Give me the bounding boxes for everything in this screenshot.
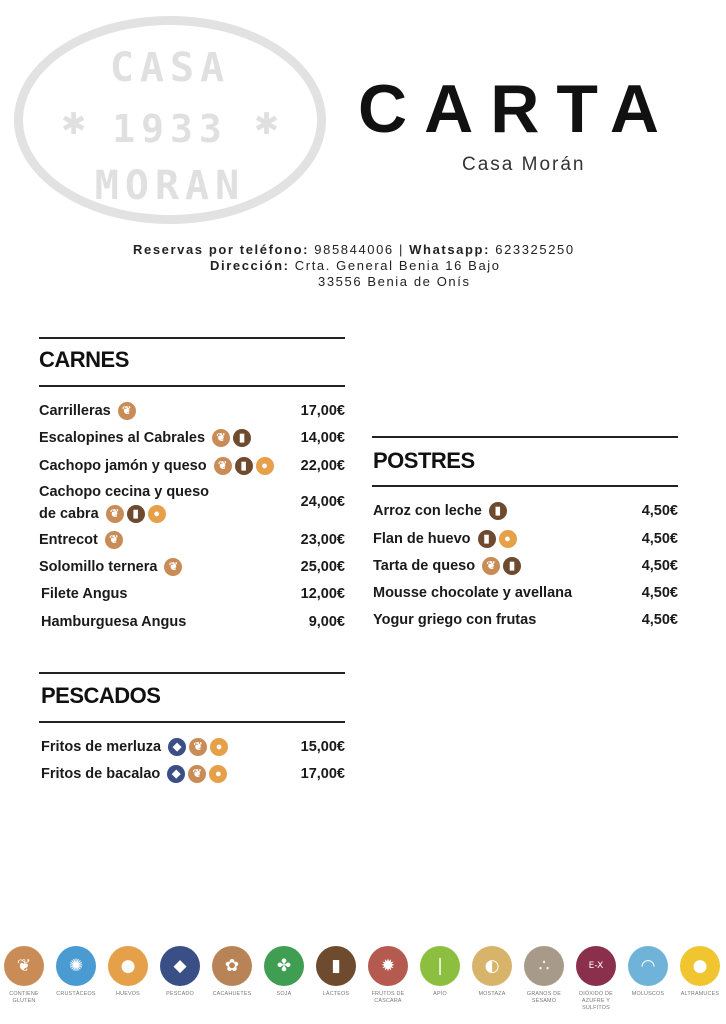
shell-icon: ◠ (628, 946, 668, 986)
postres-heading: POSTRES (373, 448, 475, 473)
pescados-bottom-divider (39, 721, 345, 723)
menu-item-hamburguesa: Hamburguesa Angus (41, 614, 187, 630)
lupin-icon: ● (680, 946, 720, 986)
menu-item-arroz-con-leche (373, 502, 507, 520)
menu-item-price: 4,50€ (641, 531, 678, 547)
menu-item-price: 24,00€ (300, 494, 345, 510)
carnes-top-divider (39, 337, 345, 339)
allergen-legend-item (362, 946, 414, 1005)
menu-item-entrecot (39, 531, 123, 549)
huevos-icon: ● (256, 457, 274, 475)
allergen-label: PESCADO (166, 991, 194, 997)
menu-item-name: Fritos de merluza (41, 739, 162, 755)
allergen-label: MOLUSCOS (631, 991, 665, 997)
allergen-legend-item (570, 946, 622, 1011)
menu-item-fritos-bacalao (41, 765, 227, 783)
gluten-icon: ❦ (188, 765, 206, 783)
direccion-line2: 33556 Benia de Onís (318, 274, 471, 289)
logo-line-casa: CASA (109, 45, 231, 91)
page-subtitle: Casa Morán (462, 154, 586, 175)
gluten-icon: ❦ (164, 558, 182, 576)
allergen-label: APIO (433, 991, 447, 997)
logo-star-left-icon: ✱ (61, 107, 87, 142)
menu-item-carrilleras (39, 402, 136, 420)
menu-item-name: Fritos de bacalao (41, 766, 161, 782)
menu-item-cachopo-cecina (39, 505, 166, 523)
allergen-legend-item (310, 946, 362, 998)
allergen-legend-item (50, 946, 102, 998)
allergen-legend-item (102, 946, 154, 998)
lacteos-icon: ▮ (127, 505, 145, 523)
direccion-label: Dirección: (210, 258, 290, 273)
menu-item-name: Solomillo ternera (39, 559, 158, 575)
menu-item-price: 15,00€ (300, 739, 345, 755)
page-title: CARTA (358, 71, 676, 147)
celery-icon: ❘ (420, 946, 460, 986)
menu-item-name: Tarta de queso (373, 558, 476, 574)
menu-item-cachopo-jamon (39, 457, 274, 475)
menu-item-price: 4,50€ (641, 503, 678, 519)
gluten-icon: ❦ (106, 505, 124, 523)
allergen-label: SOJA (276, 991, 292, 997)
soy-icon: ✤ (264, 946, 304, 986)
casa-moran-logo (14, 16, 326, 224)
menu-item-price: 4,50€ (641, 585, 678, 601)
sulphite-icon: E-X (576, 946, 616, 986)
gluten-icon: ❦ (189, 738, 207, 756)
menu-item-price: 25,00€ (300, 559, 345, 575)
allergen-label: HUEVOS (116, 991, 140, 997)
allergen-legend-item (258, 946, 310, 998)
allergen-label: FRUTOS DE CÁSCARA (371, 991, 405, 1004)
menu-item-mousse: Mousse chocolate y avellana (373, 585, 573, 601)
postres-top-divider (372, 436, 678, 438)
carnes-heading: CARNES (39, 347, 129, 372)
lacteos-icon: ▮ (478, 530, 496, 548)
huevos-icon: ● (499, 530, 517, 548)
allergen-label: MOSTAZA (478, 991, 506, 997)
allergen-label: CONTIENE GLUTEN (9, 991, 39, 1004)
crab-icon: ✺ (56, 946, 96, 986)
allergen-legend-item (674, 946, 726, 998)
whatsapp-label: Whatsapp: (409, 242, 491, 257)
menu-item-price: 12,00€ (300, 586, 345, 602)
pescado-icon: ◆ (168, 738, 186, 756)
menu-item-tarta-de-queso (373, 557, 521, 575)
allergen-label: GRANOS DE SÉSAMO (526, 991, 562, 1004)
menu-item-fritos-merluza (41, 738, 228, 756)
logo-line-moran: MORAN (94, 163, 246, 209)
menu-item-name: Arroz con leche (373, 503, 482, 519)
reservas-phone[interactable]: 985844006 | (314, 242, 410, 257)
menu-item-name: Entrecot (39, 532, 98, 548)
allergen-legend-item (206, 946, 258, 998)
allergen-label: DIÓXIDO DE AZUFRE Y SULFITOS (579, 991, 613, 1011)
allergen-legend-item (414, 946, 466, 998)
peanut-icon: ✿ (212, 946, 252, 986)
huevos-icon: ● (210, 738, 228, 756)
huevos-icon: ● (209, 765, 227, 783)
pescados-heading: PESCADOS (41, 683, 161, 708)
sesame-icon: ∴ (524, 946, 564, 986)
lacteos-icon: ▮ (233, 429, 251, 447)
menu-item-price: 14,00€ (300, 430, 345, 446)
menu-item-price: 23,00€ (300, 532, 345, 548)
gluten-icon: ❦ (482, 557, 500, 575)
gluten-icon: ❦ (214, 457, 232, 475)
menu-item-name: Cachopo jamón y queso (39, 458, 207, 474)
milk-icon: ▮ (316, 946, 356, 986)
menu-item-price: 17,00€ (300, 403, 345, 419)
lacteos-icon: ▮ (235, 457, 253, 475)
menu-item-cachopo-cecina-line1: Cachopo cecina y queso (39, 484, 210, 500)
lacteos-icon: ▮ (489, 502, 507, 520)
mustard-icon: ◐ (472, 946, 512, 986)
carnes-bottom-divider (39, 385, 345, 387)
gluten-icon: ❦ (118, 402, 136, 420)
menu-item-filete-angus: Filete Angus (41, 586, 128, 602)
allergen-legend-item (154, 946, 206, 998)
pescado-icon: ◆ (167, 765, 185, 783)
allergen-label: CACAHUETES (212, 991, 252, 997)
pescados-top-divider (39, 672, 345, 674)
postres-bottom-divider (372, 485, 678, 487)
menu-item-name-line2: de cabra (39, 506, 99, 522)
allergen-legend-item (0, 946, 50, 1005)
contact-line-direccion (210, 258, 501, 273)
allergen-label: CRUSTÁCEOS (56, 991, 96, 997)
menu-item-price: 9,00€ (308, 614, 345, 630)
gluten-icon: ❦ (212, 429, 230, 447)
menu-item-name: Escalopines al Cabrales (39, 430, 206, 446)
lacteos-icon: ▮ (503, 557, 521, 575)
gluten-icon: ❦ (105, 531, 123, 549)
whatsapp-phone[interactable]: 623325250 (495, 242, 575, 257)
menu-item-name: Carrilleras (39, 403, 111, 419)
logo-line-year: 1933 (112, 107, 228, 151)
logo-star-right-icon: ✱ (253, 107, 279, 142)
menu-item-price: 4,50€ (641, 612, 678, 628)
menu-item-price: 22,00€ (300, 458, 345, 474)
menu-item-price: 17,00€ (300, 766, 345, 782)
eggs-icon: ● (108, 946, 148, 986)
menu-item-flan-de-huevo (373, 530, 517, 548)
menu-item-solomillo (39, 558, 182, 576)
nut-icon: ✹ (368, 946, 408, 986)
fish-icon: ◆ (160, 946, 200, 986)
contact-line-reservas (133, 242, 575, 257)
allergen-legend-item (466, 946, 518, 998)
wheat-icon: ❦ (4, 946, 44, 986)
allergen-label: LÁCTEOS (322, 991, 350, 997)
menu-item-yogur: Yogur griego con frutas (373, 612, 537, 628)
menu-item-price: 4,50€ (641, 558, 678, 574)
huevos-icon: ● (148, 505, 166, 523)
menu-item-name: Flan de huevo (373, 531, 471, 547)
menu-item-escalopines (39, 429, 251, 447)
direccion-value: Crta. General Benia 16 Bajo (294, 258, 501, 273)
reservas-label: Reservas por teléfono: (133, 242, 310, 257)
allergen-legend-item (518, 946, 570, 1005)
allergen-label: ALTRAMUCES (680, 991, 720, 997)
allergen-legend-item (622, 946, 674, 998)
